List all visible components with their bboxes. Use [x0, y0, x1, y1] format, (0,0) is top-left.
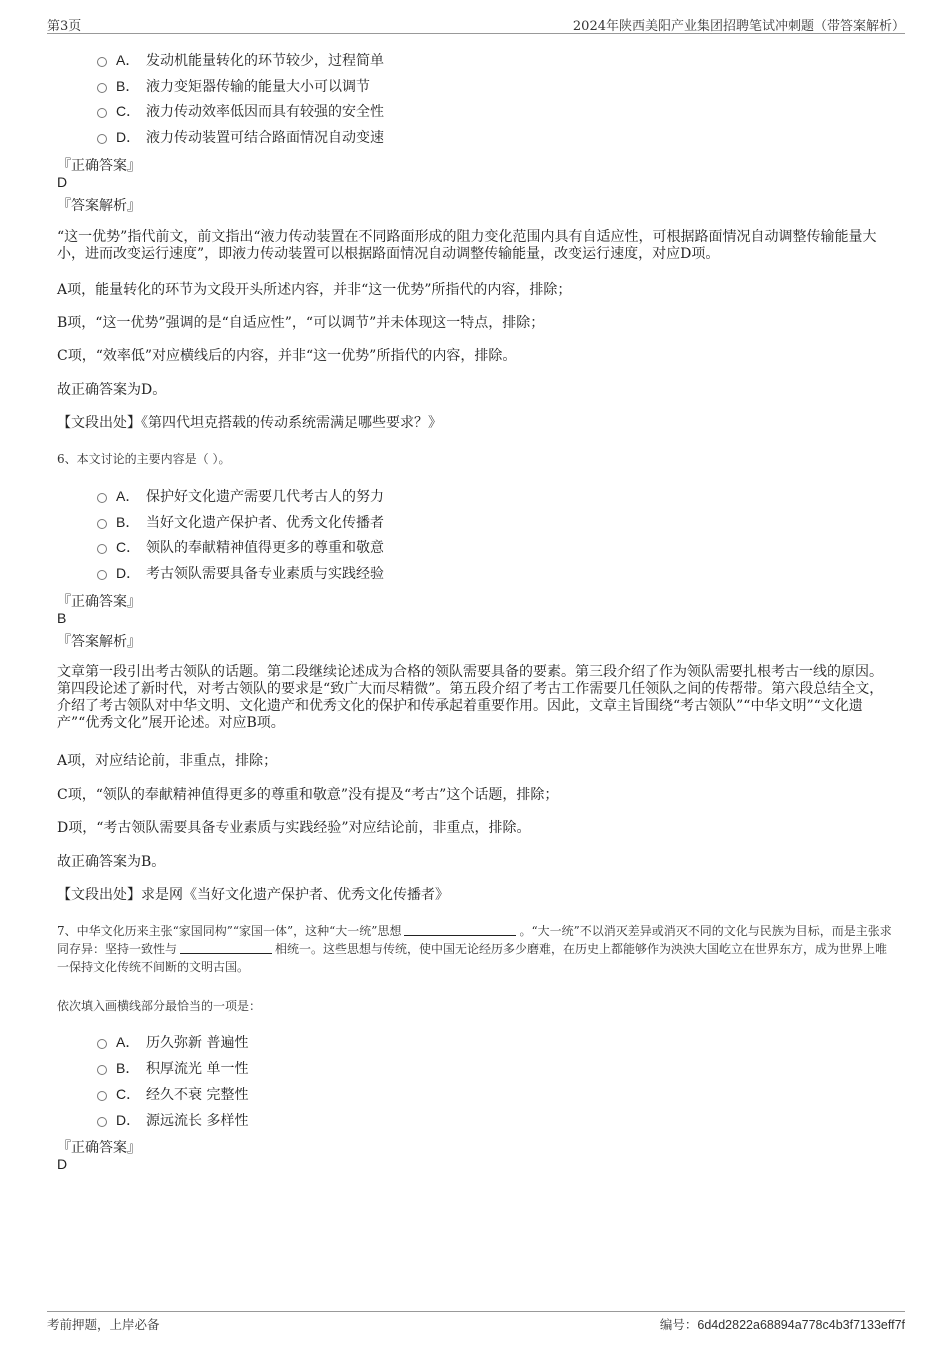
radio-icon[interactable]: [97, 570, 107, 580]
analysis-paragraph: A项，能量转化的环节为文段开头所述内容，并非“这一优势”所指代的内容，排除；: [57, 282, 572, 298]
analysis-paragraph: B项，“这一优势”强调的是“自适应性”，“可以调节”并未体现这一特点，排除；: [57, 315, 545, 331]
radio-icon[interactable]: [97, 544, 107, 554]
radio-icon[interactable]: [97, 1039, 107, 1049]
radio-icon[interactable]: [97, 1117, 107, 1127]
document-code: 编号：6d4d2822a68894a778c4b3f7133eff7f: [659, 1318, 905, 1332]
analysis-paragraph: A项，对应结论前，非重点，排除；: [57, 753, 278, 769]
source-citation: 【文段出处】求是网《当好文化遗产保护者、优秀文化传播者》: [57, 887, 449, 903]
answer-label: 『正确答案』: [57, 1140, 141, 1156]
analysis-label: 『答案解析』: [57, 634, 141, 650]
q6-option-a[interactable]: A． 保护好文化遗产需要几代考古人的努力: [97, 486, 384, 506]
radio-icon[interactable]: [97, 493, 107, 503]
analysis-paragraph: C项，“效率低”对应横线后的内容，并非“这一优势”所指代的内容，排除。: [57, 348, 517, 364]
question-stem: 7、中华文化历来主张“家国同构”“家国一体”，这种“大一统”思想 。“大一统”不以消灭差异或消灭不同的文化与民族为目标，而是主张求同存异：坚持一致性与 相统一。这些思想与传统，使中国无论经历多少磨难，在历史上都能够作为泱泱大国屹立在世界东方，成为世界上唯一保持文化传统不间断的文明古国。: [57, 924, 892, 974]
answer-value: D: [57, 1156, 68, 1172]
fill-blank-2[interactable]: [180, 941, 272, 954]
q5-option-b[interactable]: B． 液力变矩器传输的能量大小可以调节: [97, 76, 370, 96]
q6-option-c[interactable]: C． 领队的奉献精神值得更多的尊重和敬意: [97, 537, 384, 557]
q5-option-c[interactable]: C． 液力传动效率低因而具有较强的安全性: [97, 101, 384, 121]
page-number: 第3页: [47, 19, 82, 34]
radio-icon[interactable]: [97, 1091, 107, 1101]
q5-option-d[interactable]: D． 液力传动装置可结合路面情况自动变速: [97, 127, 384, 147]
q7-option-c[interactable]: C． 经久不衰 完整性: [97, 1084, 248, 1104]
analysis-conclusion: 故正确答案为B。: [57, 854, 166, 870]
answer-value: D: [57, 174, 68, 190]
q7-option-b[interactable]: B． 积厚流光 单一性: [97, 1058, 248, 1078]
radio-icon[interactable]: [97, 108, 107, 118]
analysis-paragraph: D项，“考古领队需要具备专业素质与实践经验”对应结论前，非重点，排除。: [57, 820, 531, 836]
q6-option-d[interactable]: D． 考古领队需要具备专业素质与实践经验: [97, 563, 384, 583]
question-instruction: 依次填入画横线部分最恰当的一项是：: [57, 999, 262, 1013]
radio-icon[interactable]: [97, 1065, 107, 1075]
radio-icon[interactable]: [97, 519, 107, 529]
analysis-paragraph: “这一优势”指代前文，前文指出“液力传动装置在不同路面形成的阻力变化范围内具有自适应性，可根据路面情况自动调整传输能量大小，进而改变运行速度”，即液力传动装置可以根据路面情况自动调整传输能量，改变运行速度，对应D项。: [57, 229, 877, 262]
q5-option-a[interactable]: A． 发动机能量转化的环节较少，过程简单: [97, 50, 384, 70]
q7-option-d[interactable]: D． 源远流长 多样性: [97, 1110, 248, 1130]
fill-blank-1[interactable]: [404, 923, 516, 936]
answer-value: B: [57, 610, 67, 626]
q7-option-a[interactable]: A． 历久弥新 普遍性: [97, 1032, 248, 1052]
answer-label: 『正确答案』: [57, 594, 141, 610]
page-footer: [47, 1311, 905, 1334]
radio-icon[interactable]: [97, 134, 107, 144]
analysis-paragraph: C项，“领队的奉献精神值得更多的尊重和敬意”没有提及“考古”这个话题，排除；: [57, 787, 559, 803]
analysis-label: 『答案解析』: [57, 198, 141, 214]
source-citation: 【文段出处】《第四代坦克搭载的传动系统需满足哪些要求？》: [57, 415, 442, 431]
q6-option-b[interactable]: B． 当好文化遗产保护者、优秀文化传播者: [97, 512, 384, 532]
question-stem: 6、本文讨论的主要内容是（ ）。: [57, 452, 231, 466]
radio-icon[interactable]: [97, 57, 107, 67]
analysis-paragraph: 文章第一段引出考古领队的话题。第二段继续论述成为合格的领队需要具备的要素。第三段介绍了作为领队需要扎根考古一线的原因。第四段论述了新时代，对考古领队的要求是“致广大而尽精微”。第五段介绍了考古工作需要几任领队之间的传帮带。第六段总结全文，介绍了考古领队对中华文明、文化遗产和优秀文化的保护和传承起着重要作用。因此，文章主旨围绕“考古领队”“中华文明”“文化遗产”“优秀文化”展开论述。对应B项。: [57, 664, 884, 731]
radio-icon[interactable]: [97, 83, 107, 93]
document-title: 2024年陕西美阳产业集团招聘笔试冲刺题（带答案解析）: [572, 19, 905, 34]
analysis-conclusion: 故正确答案为D。: [57, 382, 167, 398]
answer-label: 『正确答案』: [57, 158, 141, 174]
footer-slogan: 考前押题，上岸必备: [47, 1317, 160, 1332]
page-header: [47, 15, 905, 34]
